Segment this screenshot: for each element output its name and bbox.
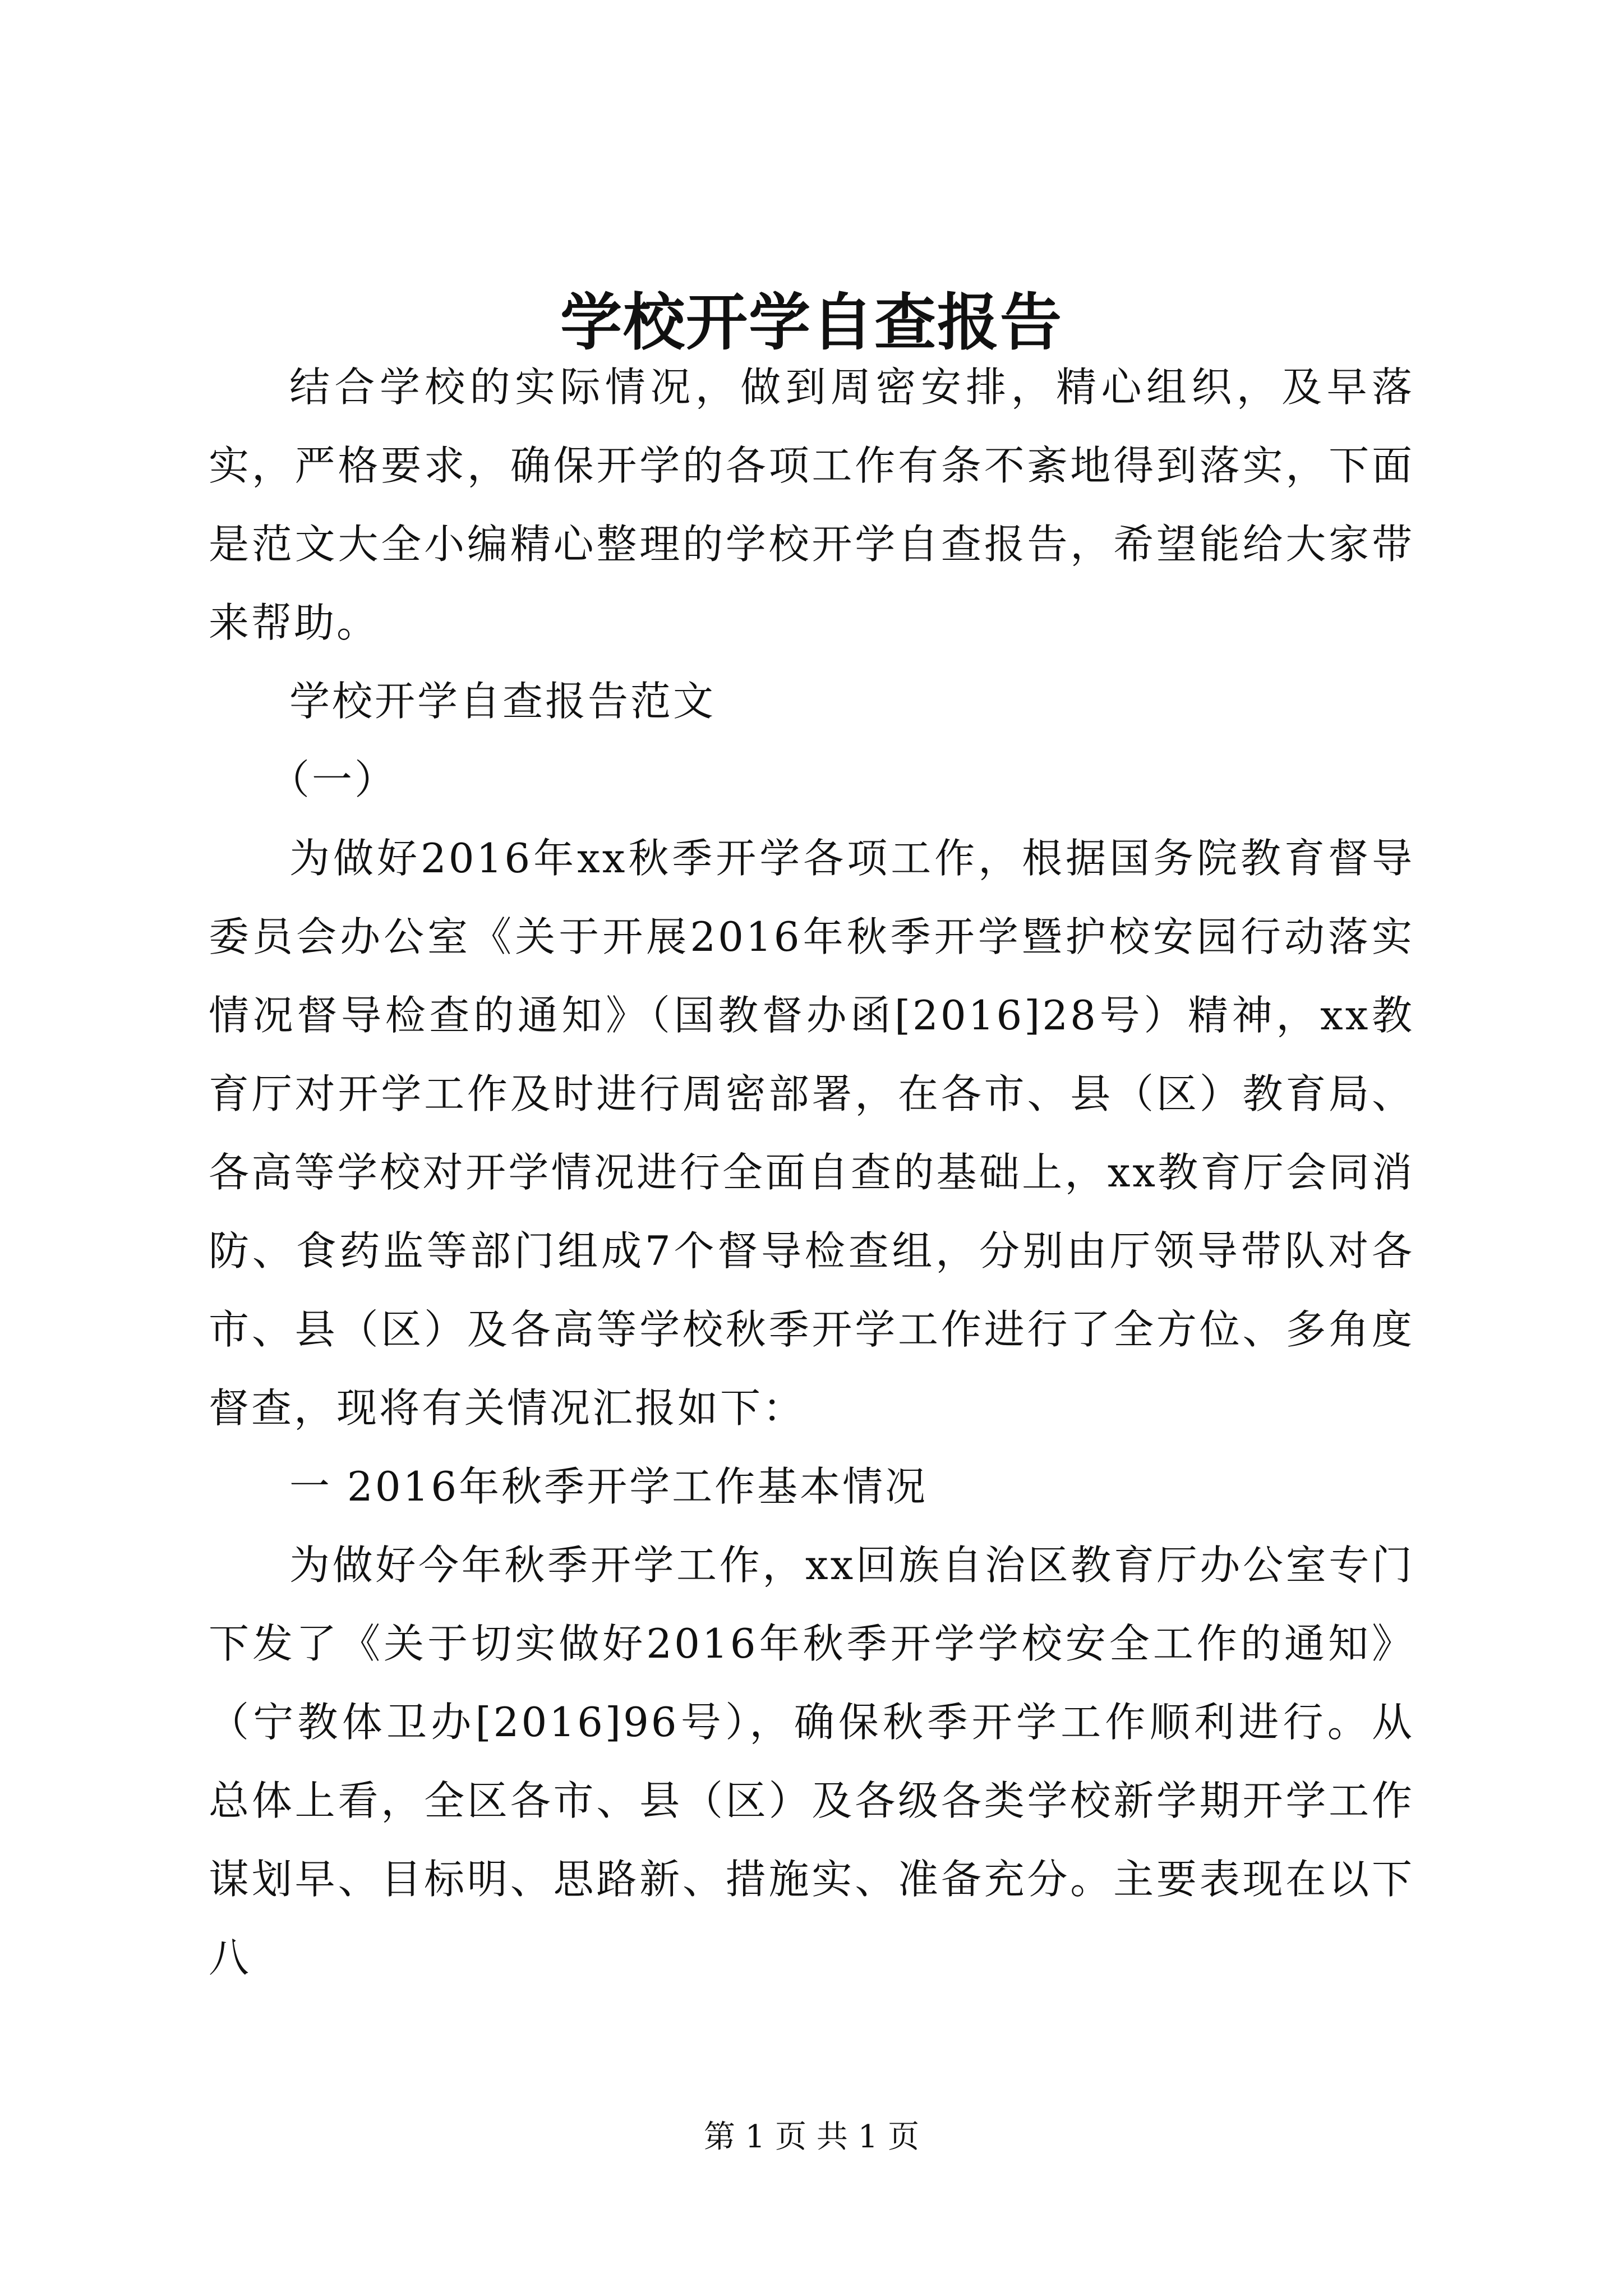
document-body [209,348,1414,1997]
document-title: 学校开学自查报告 [560,286,1063,358]
subsection-heading: 一 2016年秋季开学工作基本情况 [289,1463,928,1510]
body-paragraph: 为做好今年秋季开学工作，xx回族自治区教育厅办公室专门下发了《关于切实做好2016年秋季开学学校安全工作的通知》（宁教体卫办[2016]96号），确保秋季开学工作顺利进行。从总体上看，全区各市、县（区）及各级各类学校新学期开学工作谋划早、目标明、思路新、措施实、准备充分。主要表现在以下八 [209,1542,1414,1981]
section-number: （一） [269,756,398,803]
intro-paragraph: 结合学校的实际情况，做到周密安排，精心组织，及早落实，严格要求，确保开学的各项工作有条不紊地得到落实，下面是范文大全小编精心整理的学校开学自查报告，希望能给大家带来帮助。 [209,364,1414,646]
page-footer: 第 1 页 共 1 页 [703,2119,920,2155]
section-heading: 学校开学自查报告范文 [289,678,716,725]
body-paragraph: 为做好2016年xx秋季开学各项工作，根据国务院教育督导委员会办公室《关于开展2016年秋季开学暨护校安园行动落实情况督导检查的通知》（国教督办函[2016]28号）精神，xx教育厅对开学工作及时进行周密部署，在各市、县（区）教育局、各高等学校对开学情况进行全面自查的基础上，xx教育厅会同消防、食药监等部门组成7个督导检查组，分别由厅领导带队对各市、县（区）及各高等学校秋季开学工作进行了全方位、多角度督查，现将有关情况汇报如下： [209,835,1414,1432]
